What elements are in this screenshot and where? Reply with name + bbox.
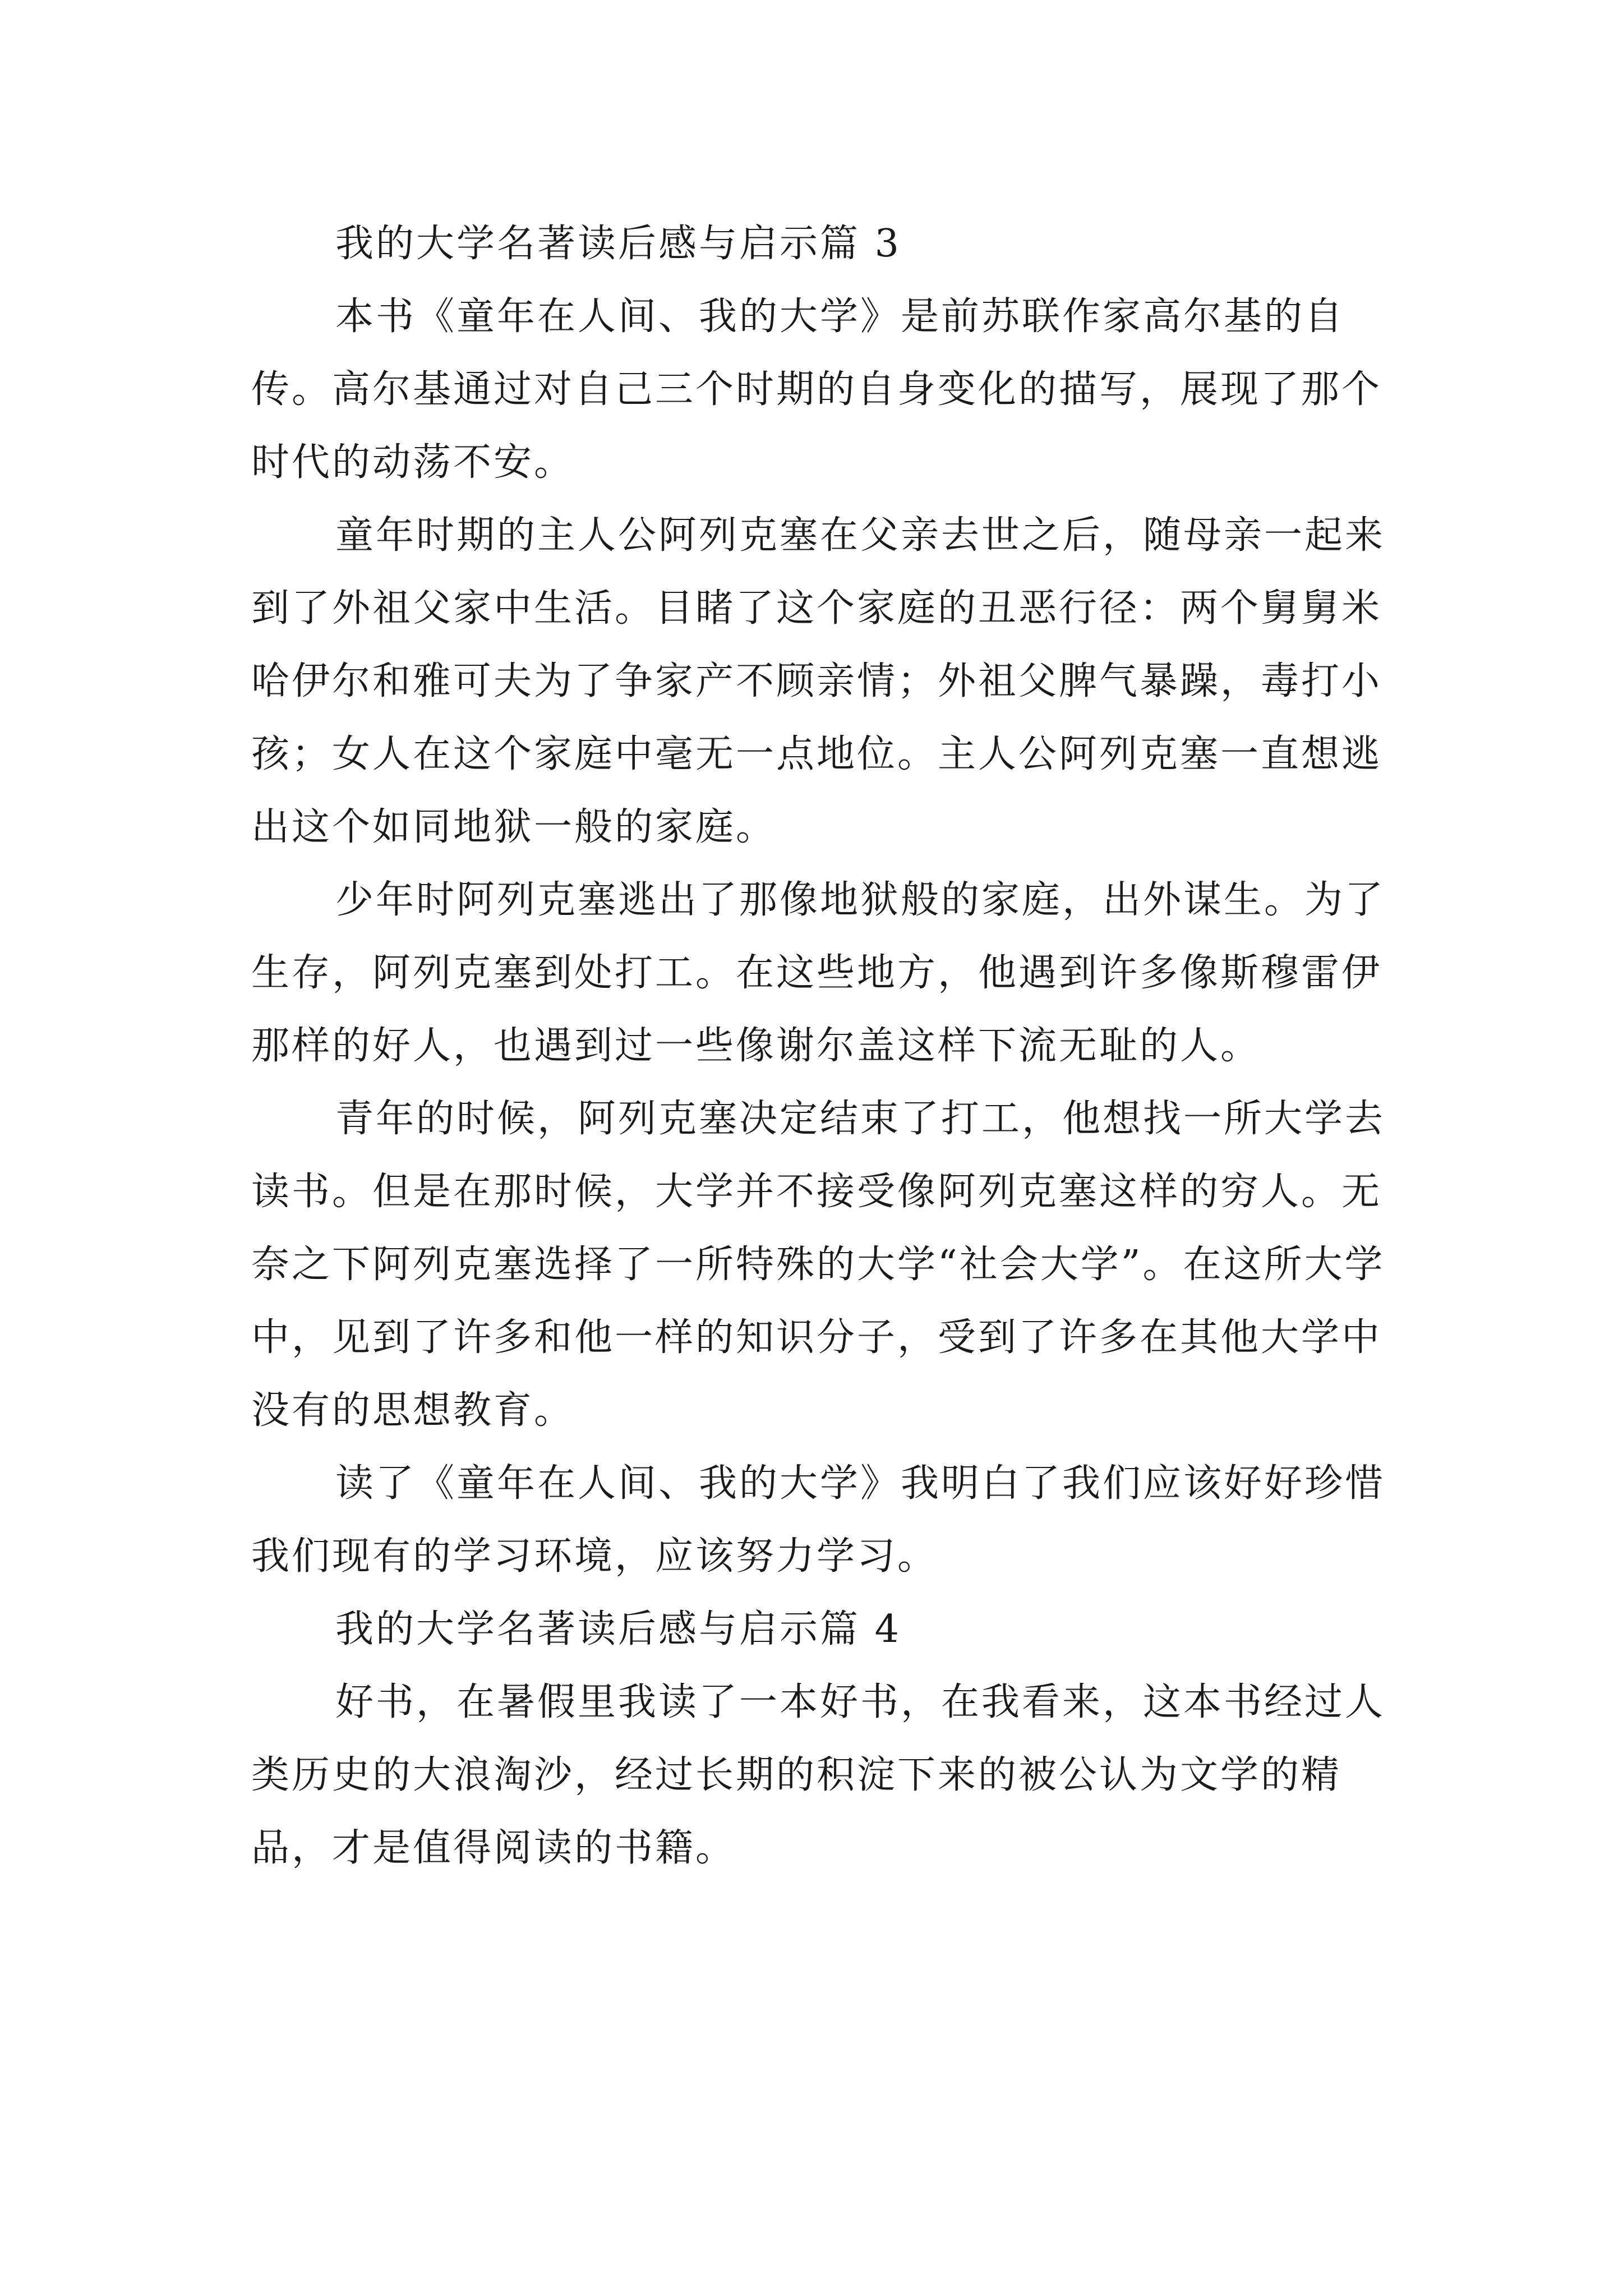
document-body bbox=[251, 208, 1401, 1885]
paragraph-youth: 少年时阿列克塞逃出了那像地狱般的家庭，出外谋生。为了生存，阿列克塞到处打工。在这些地方，他遇到许多像斯穆雷伊那样的好人，也遇到过一些像谢尔盖这样下流无耻的人。 bbox=[251, 878, 1386, 1068]
paragraph-conclusion: 读了《童年在人间、我的大学》我明白了我们应该好好珍惜我们现有的学习环境，应该努力学习。 bbox=[251, 1461, 1386, 1579]
section-heading-3: 我的大学名著读后感与启示篇 3 bbox=[335, 222, 901, 266]
paragraph-good-book: 好书，在暑假里我读了一本好书，在我看来，这本书经过人类历史的大浪淘沙，经过长期的积淀下来的被公认为文学的精品，才是值得阅读的书籍。 bbox=[251, 1680, 1386, 1870]
paragraph-young-adult: 青年的时候，阿列克塞决定结束了打工，他想找一所大学去读书。但是在那时候，大学并不接受像阿列克塞这样的穷人。无奈之下阿列克塞选择了一所特殊的大学“社会大学”。在这所大学中，见到了许多和他一样的知识分子，受到了许多在其他大学中没有的思想教育。 bbox=[251, 1097, 1386, 1433]
paragraph-intro: 本书《童年在人间、我的大学》是前苏联作家高尔基的自传。高尔基通过对自己三个时期的自身变化的描写，展现了那个时代的动荡不安。 bbox=[251, 295, 1382, 485]
section-heading-4: 我的大学名著读后感与启示篇 4 bbox=[335, 1607, 901, 1651]
paragraph-childhood: 童年时期的主人公阿列克塞在父亲去世之后，随母亲一起来到了外祖父家中生活。目睹了这个家庭的丑恶行径：两个舅舅米哈伊尔和雅可夫为了争家产不顾亲情；外祖父脾气暴躁，毒打小孩；女人在这个家庭中毫无一点地位。主人公阿列克塞一直想逃出这个如同地狱一般的家庭。 bbox=[251, 513, 1386, 849]
